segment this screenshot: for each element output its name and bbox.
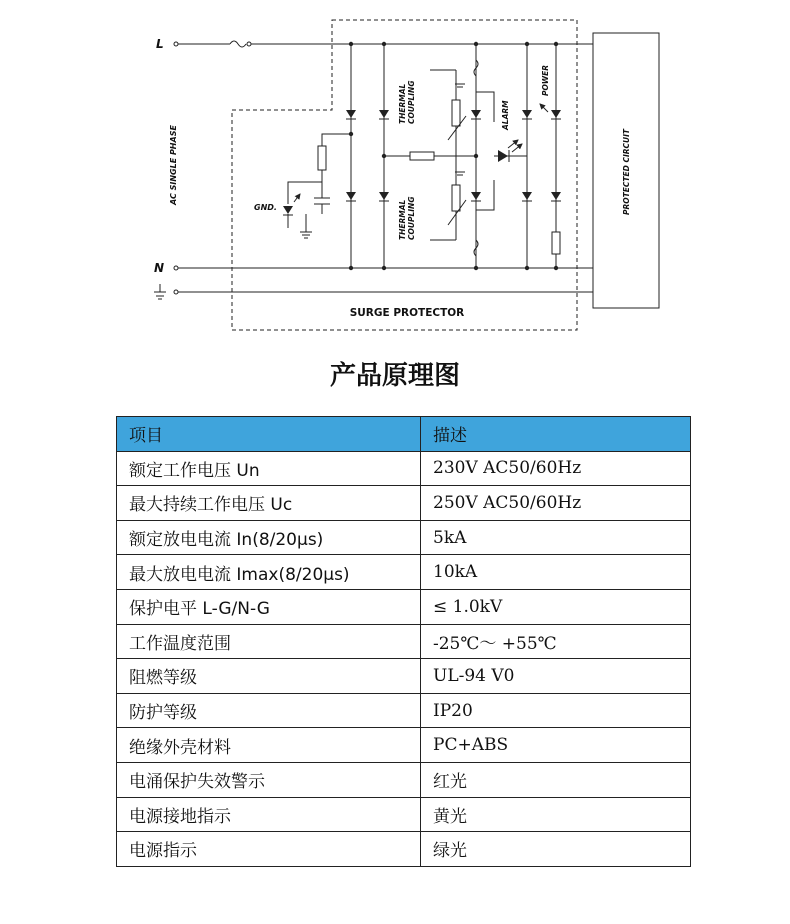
alarm-label: ALARM bbox=[501, 100, 510, 130]
row-item: 工作温度范围 bbox=[117, 624, 421, 659]
row-desc: -25℃～ +55℃ bbox=[421, 624, 691, 659]
table-row bbox=[117, 486, 691, 521]
table-row bbox=[117, 762, 691, 797]
thermal-label-bottom-2: COUPLING bbox=[407, 196, 416, 240]
table-row bbox=[117, 832, 691, 867]
row-desc: IP20 bbox=[421, 693, 691, 728]
row-item: 防护等级 bbox=[117, 693, 421, 728]
row-item: 绝缘外壳材料 bbox=[117, 728, 421, 763]
table-row bbox=[117, 520, 691, 555]
surge-protector-label: SURGE PROTECTOR bbox=[349, 307, 465, 319]
row-item: 最大持续工作电压 Uc bbox=[117, 486, 421, 521]
row-item: 额定放电电流 In(8/20μs) bbox=[117, 520, 421, 555]
table-row bbox=[117, 451, 691, 486]
thermal-label-bottom-1: THERMAL bbox=[398, 199, 407, 240]
protected-circuit-label: PROTECTED CIRCUIT bbox=[622, 128, 631, 215]
row-desc: PC+ABS bbox=[421, 728, 691, 763]
ac-single-phase-label: AC SINGLE PHASE bbox=[169, 125, 178, 205]
row-desc: 黄光 bbox=[421, 797, 691, 832]
row-item: 阻燃等级 bbox=[117, 659, 421, 694]
diagram-caption: 产品原理图 bbox=[329, 361, 460, 391]
surge-protector-enclosure bbox=[232, 20, 577, 330]
row-desc: 5kA bbox=[421, 520, 691, 555]
table-row bbox=[117, 624, 691, 659]
table-row bbox=[117, 589, 691, 624]
row-desc: 230V AC50/60Hz bbox=[421, 451, 691, 486]
row-item: 保护电平 L-G/N-G bbox=[117, 589, 421, 624]
row-item: 电源接地指示 bbox=[117, 797, 421, 832]
header-item: 项目 bbox=[117, 417, 421, 452]
row-item: 额定工作电压 Un bbox=[117, 451, 421, 486]
line-label: L bbox=[156, 37, 164, 51]
table-row bbox=[117, 728, 691, 763]
table-header-row bbox=[117, 417, 691, 452]
row-desc: ≤ 1.0kV bbox=[421, 589, 691, 624]
thermal-label-top-1: THERMAL bbox=[398, 83, 407, 124]
row-desc: 绿光 bbox=[421, 832, 691, 867]
row-desc: UL-94 V0 bbox=[421, 659, 691, 694]
neutral-label: N bbox=[154, 261, 165, 275]
row-item: 电涌保护失效警示 bbox=[117, 762, 421, 797]
table-row bbox=[117, 659, 691, 694]
circuit-diagram bbox=[0, 0, 790, 345]
spec-table bbox=[116, 416, 691, 867]
row-desc: 10kA bbox=[421, 555, 691, 590]
row-desc: 红光 bbox=[421, 762, 691, 797]
row-item: 最大放电电流 Imax(8/20μs) bbox=[117, 555, 421, 590]
table-row bbox=[117, 693, 691, 728]
fuse-symbol bbox=[230, 41, 246, 47]
table-row bbox=[117, 555, 691, 590]
gnd-label: GND. bbox=[254, 203, 277, 212]
row-item: 电源指示 bbox=[117, 832, 421, 867]
power-label: POWER bbox=[541, 64, 550, 96]
table-row bbox=[117, 797, 691, 832]
thermal-label-top-2: COUPLING bbox=[407, 80, 416, 124]
header-desc: 描述 bbox=[421, 417, 691, 452]
row-desc: 250V AC50/60Hz bbox=[421, 486, 691, 521]
